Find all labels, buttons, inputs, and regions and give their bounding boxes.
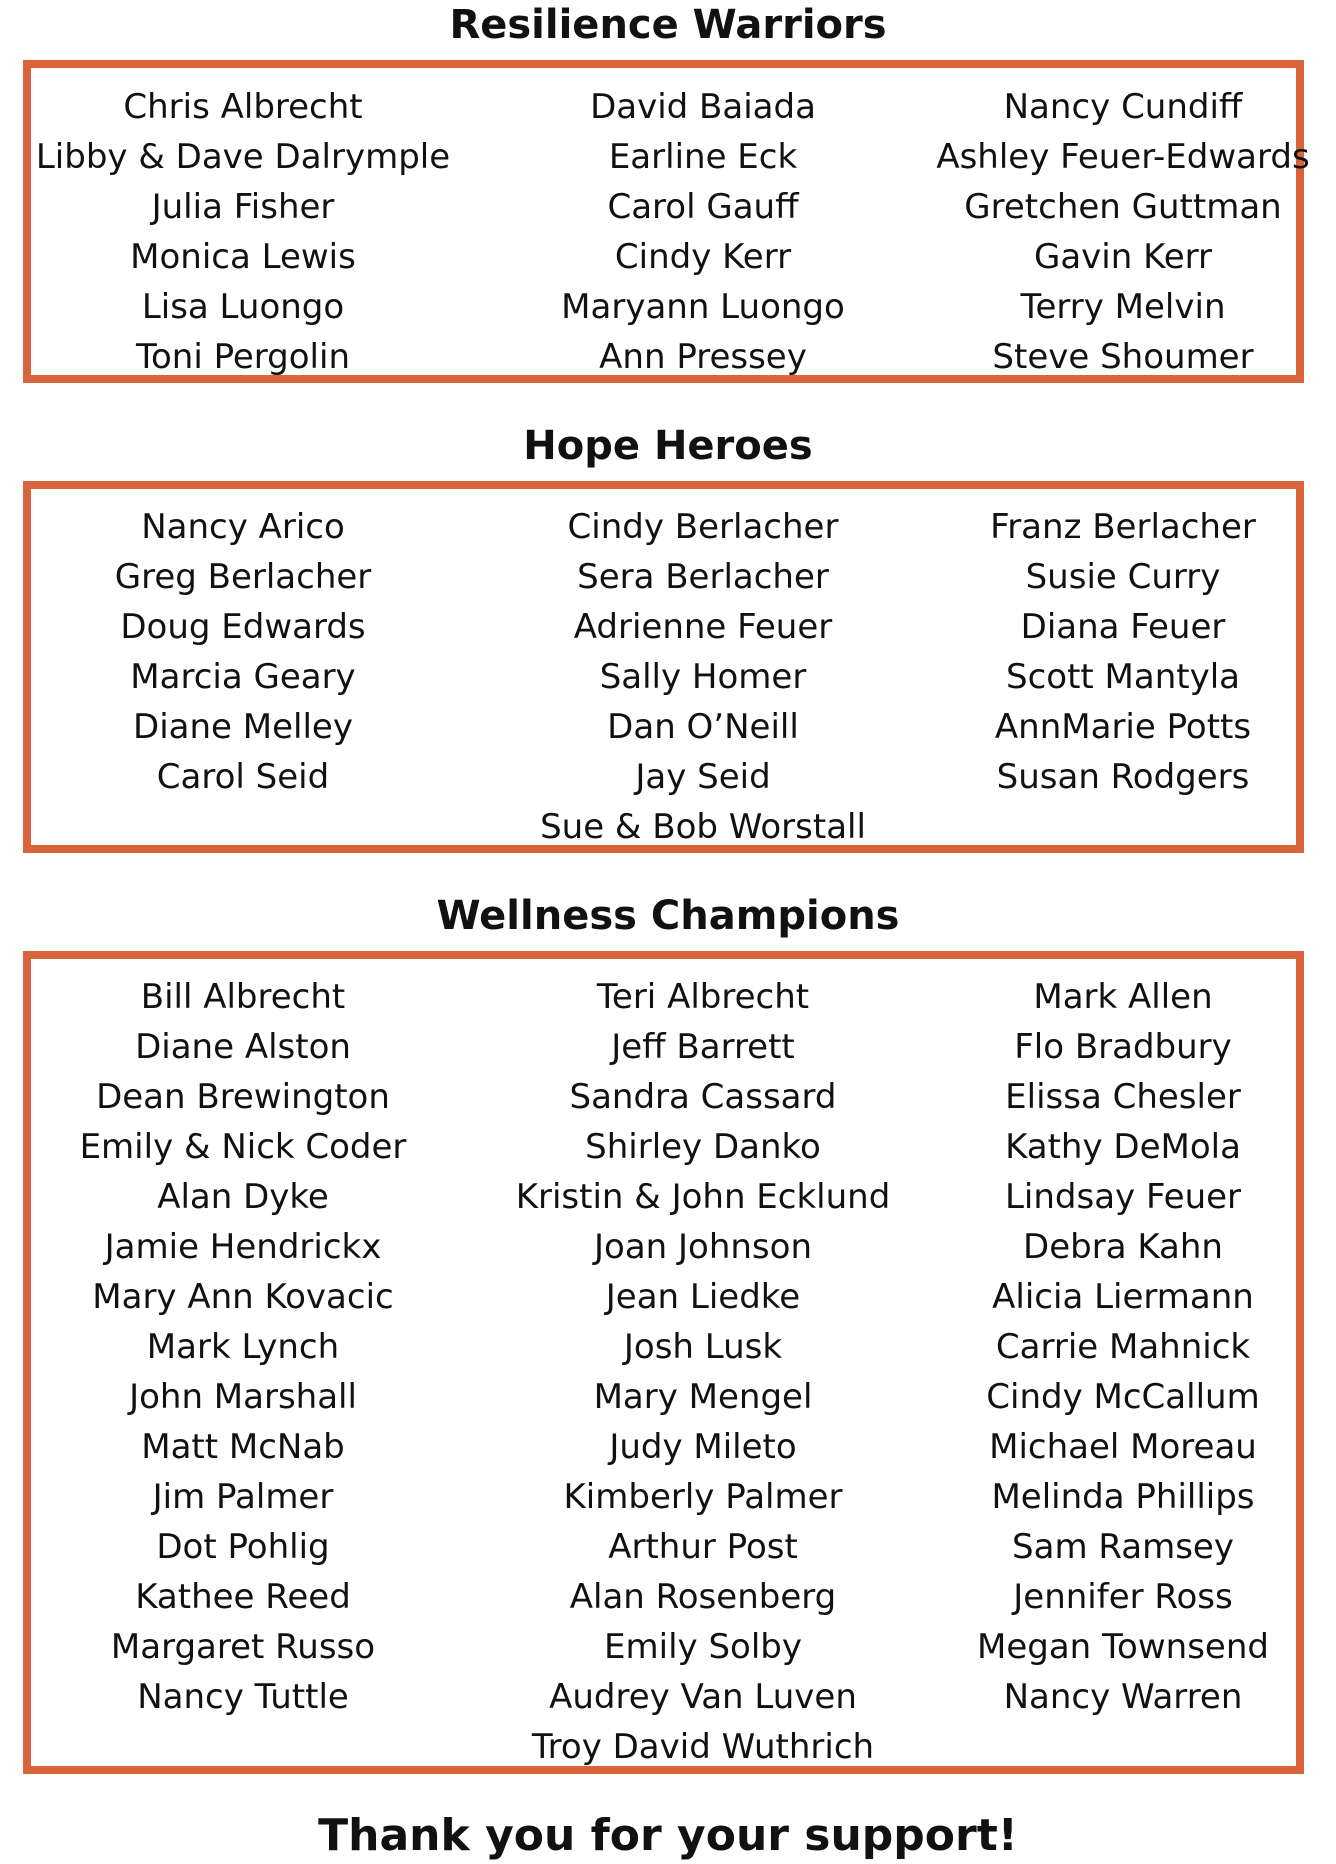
donor-name: Terry Melvin (1020, 287, 1226, 327)
donor-name: Matt McNab (141, 1427, 345, 1467)
donor-name: Earline Eck (608, 137, 798, 177)
donor-name: Cindy McCallum (986, 1377, 1260, 1417)
donor-name: Alan Dyke (157, 1177, 329, 1217)
donor-name: Carol Seid (156, 757, 330, 797)
donor-name: Monica Lewis (130, 237, 356, 277)
donor-name: Ashley Feuer-Edwards (936, 137, 1310, 177)
section-title-resilience-warriors: Resilience Warriors (449, 2, 887, 48)
donor-name: Mary Mengel (593, 1377, 813, 1417)
donor-name: Sally Homer (599, 657, 807, 697)
donor-name: Jean Liedke (605, 1277, 801, 1317)
donor-name: Dan O’Neill (607, 707, 799, 747)
donor-name: Jennifer Ross (1013, 1577, 1233, 1617)
donor-name: Sera Berlacher (577, 557, 829, 597)
donor-name: John Marshall (129, 1377, 357, 1417)
donor-name: Emily Solby (604, 1627, 802, 1667)
donor-name: Susan Rodgers (996, 757, 1250, 797)
donor-name: Julia Fisher (151, 187, 335, 227)
donor-column (483, 972, 923, 1772)
donor-name: Lisa Luongo (141, 287, 345, 327)
section-title-hope-heroes: Hope Heroes (523, 423, 813, 469)
donor-name: Steve Shoumer (992, 337, 1254, 377)
donor-name: Nancy Arico (141, 507, 345, 547)
donor-box-wellness-champions (23, 951, 1304, 1774)
donor-name: Emily & Nick Coder (79, 1127, 407, 1167)
donor-column (23, 502, 463, 802)
donor-name: Kristin & John Ecklund (515, 1177, 891, 1217)
donor-name: Joan Johnson (593, 1227, 812, 1267)
donor-name: Mark Lynch (146, 1327, 340, 1367)
donor-name: Cindy Kerr (614, 237, 792, 277)
donor-name: Arthur Post (608, 1527, 798, 1567)
donor-name: Audrey Van Luven (549, 1677, 857, 1717)
donor-name: Scott Mantyla (1006, 657, 1240, 697)
donor-name: Michael Moreau (989, 1427, 1257, 1467)
donor-name: Marcia Geary (130, 657, 356, 697)
donor-name: Gretchen Guttman (964, 187, 1282, 227)
donor-name: Melinda Phillips (991, 1477, 1255, 1517)
donor-column (903, 502, 1336, 802)
donor-name: Alicia Liermann (992, 1277, 1254, 1317)
donor-name: Diana Feuer (1020, 607, 1226, 647)
donor-name: Adrienne Feuer (573, 607, 833, 647)
donor-name: AnnMarie Potts (994, 707, 1252, 747)
donor-column (903, 82, 1336, 382)
donor-name: Debra Kahn (1023, 1227, 1223, 1267)
donor-column (483, 82, 923, 382)
donor-name: Jay Seid (635, 757, 771, 797)
donor-box-hope-heroes (23, 481, 1304, 853)
donor-name: Josh Lusk (623, 1327, 783, 1367)
donor-name: Cindy Berlacher (567, 507, 839, 547)
donor-name: Teri Albrecht (596, 977, 810, 1017)
donor-name: Kathy DeMola (1005, 1127, 1241, 1167)
donor-name: Greg Berlacher (114, 557, 372, 597)
donor-name: Chris Albrecht (123, 87, 363, 127)
donor-name: Franz Berlacher (990, 507, 1256, 547)
donor-name: Carol Gauff (607, 187, 799, 227)
donor-box-resilience-warriors (23, 60, 1310, 383)
donor-name: Kimberly Palmer (563, 1477, 843, 1517)
donor-name: Sue & Bob Worstall (540, 807, 866, 847)
donor-name: Alan Rosenberg (569, 1577, 837, 1617)
thank-you-message: Thank you for your support! (318, 1810, 1018, 1861)
donor-name: Susie Curry (1025, 557, 1221, 597)
donor-name: David Baiada (590, 87, 816, 127)
donor-name: Megan Townsend (977, 1627, 1269, 1667)
donor-name: Nancy Cundiff (1003, 87, 1243, 127)
donor-name: Kathee Reed (135, 1577, 351, 1617)
donor-name: Diane Melley (133, 707, 353, 747)
donor-name: Margaret Russo (110, 1627, 376, 1667)
donor-name: Flo Bradbury (1014, 1027, 1232, 1067)
donor-name: Jeff Barrett (611, 1027, 795, 1067)
donor-name: Carrie Mahnick (995, 1327, 1251, 1367)
donor-name: Shirley Danko (585, 1127, 821, 1167)
donor-name: Bill Albrecht (140, 977, 346, 1017)
donor-name: Sandra Cassard (569, 1077, 837, 1117)
donor-name: Mary Ann Kovacic (92, 1277, 394, 1317)
donor-name: Ann Pressey (599, 337, 807, 377)
donor-name: Nancy Tuttle (137, 1677, 349, 1717)
donor-name: Nancy Warren (1003, 1677, 1243, 1717)
donor-column (903, 972, 1336, 1722)
donor-name: Sam Ramsey (1012, 1527, 1234, 1567)
donor-name: Maryann Luongo (561, 287, 845, 327)
donor-name: Jim Palmer (152, 1477, 334, 1517)
donor-name: Mark Allen (1033, 977, 1213, 1017)
donor-name: Dean Brewington (96, 1077, 390, 1117)
donor-name: Gavin Kerr (1034, 237, 1212, 277)
donor-column (23, 972, 463, 1722)
donor-name: Elissa Chesler (1005, 1077, 1241, 1117)
donor-column (483, 502, 923, 852)
donor-name: Dot Pohlig (156, 1527, 330, 1567)
donor-name: Troy David Wuthrich (531, 1727, 875, 1767)
donor-column (23, 82, 463, 382)
donor-name: Jamie Hendrickx (104, 1227, 382, 1267)
donor-name: Diane Alston (135, 1027, 351, 1067)
donor-name: Toni Pergolin (135, 337, 350, 377)
donor-name: Lindsay Feuer (1004, 1177, 1242, 1217)
section-title-wellness-champions: Wellness Champions (436, 893, 900, 939)
donor-name: Doug Edwards (120, 607, 366, 647)
donor-name: Libby & Dave Dalrymple (35, 137, 451, 177)
donor-name: Judy Mileto (609, 1427, 797, 1467)
